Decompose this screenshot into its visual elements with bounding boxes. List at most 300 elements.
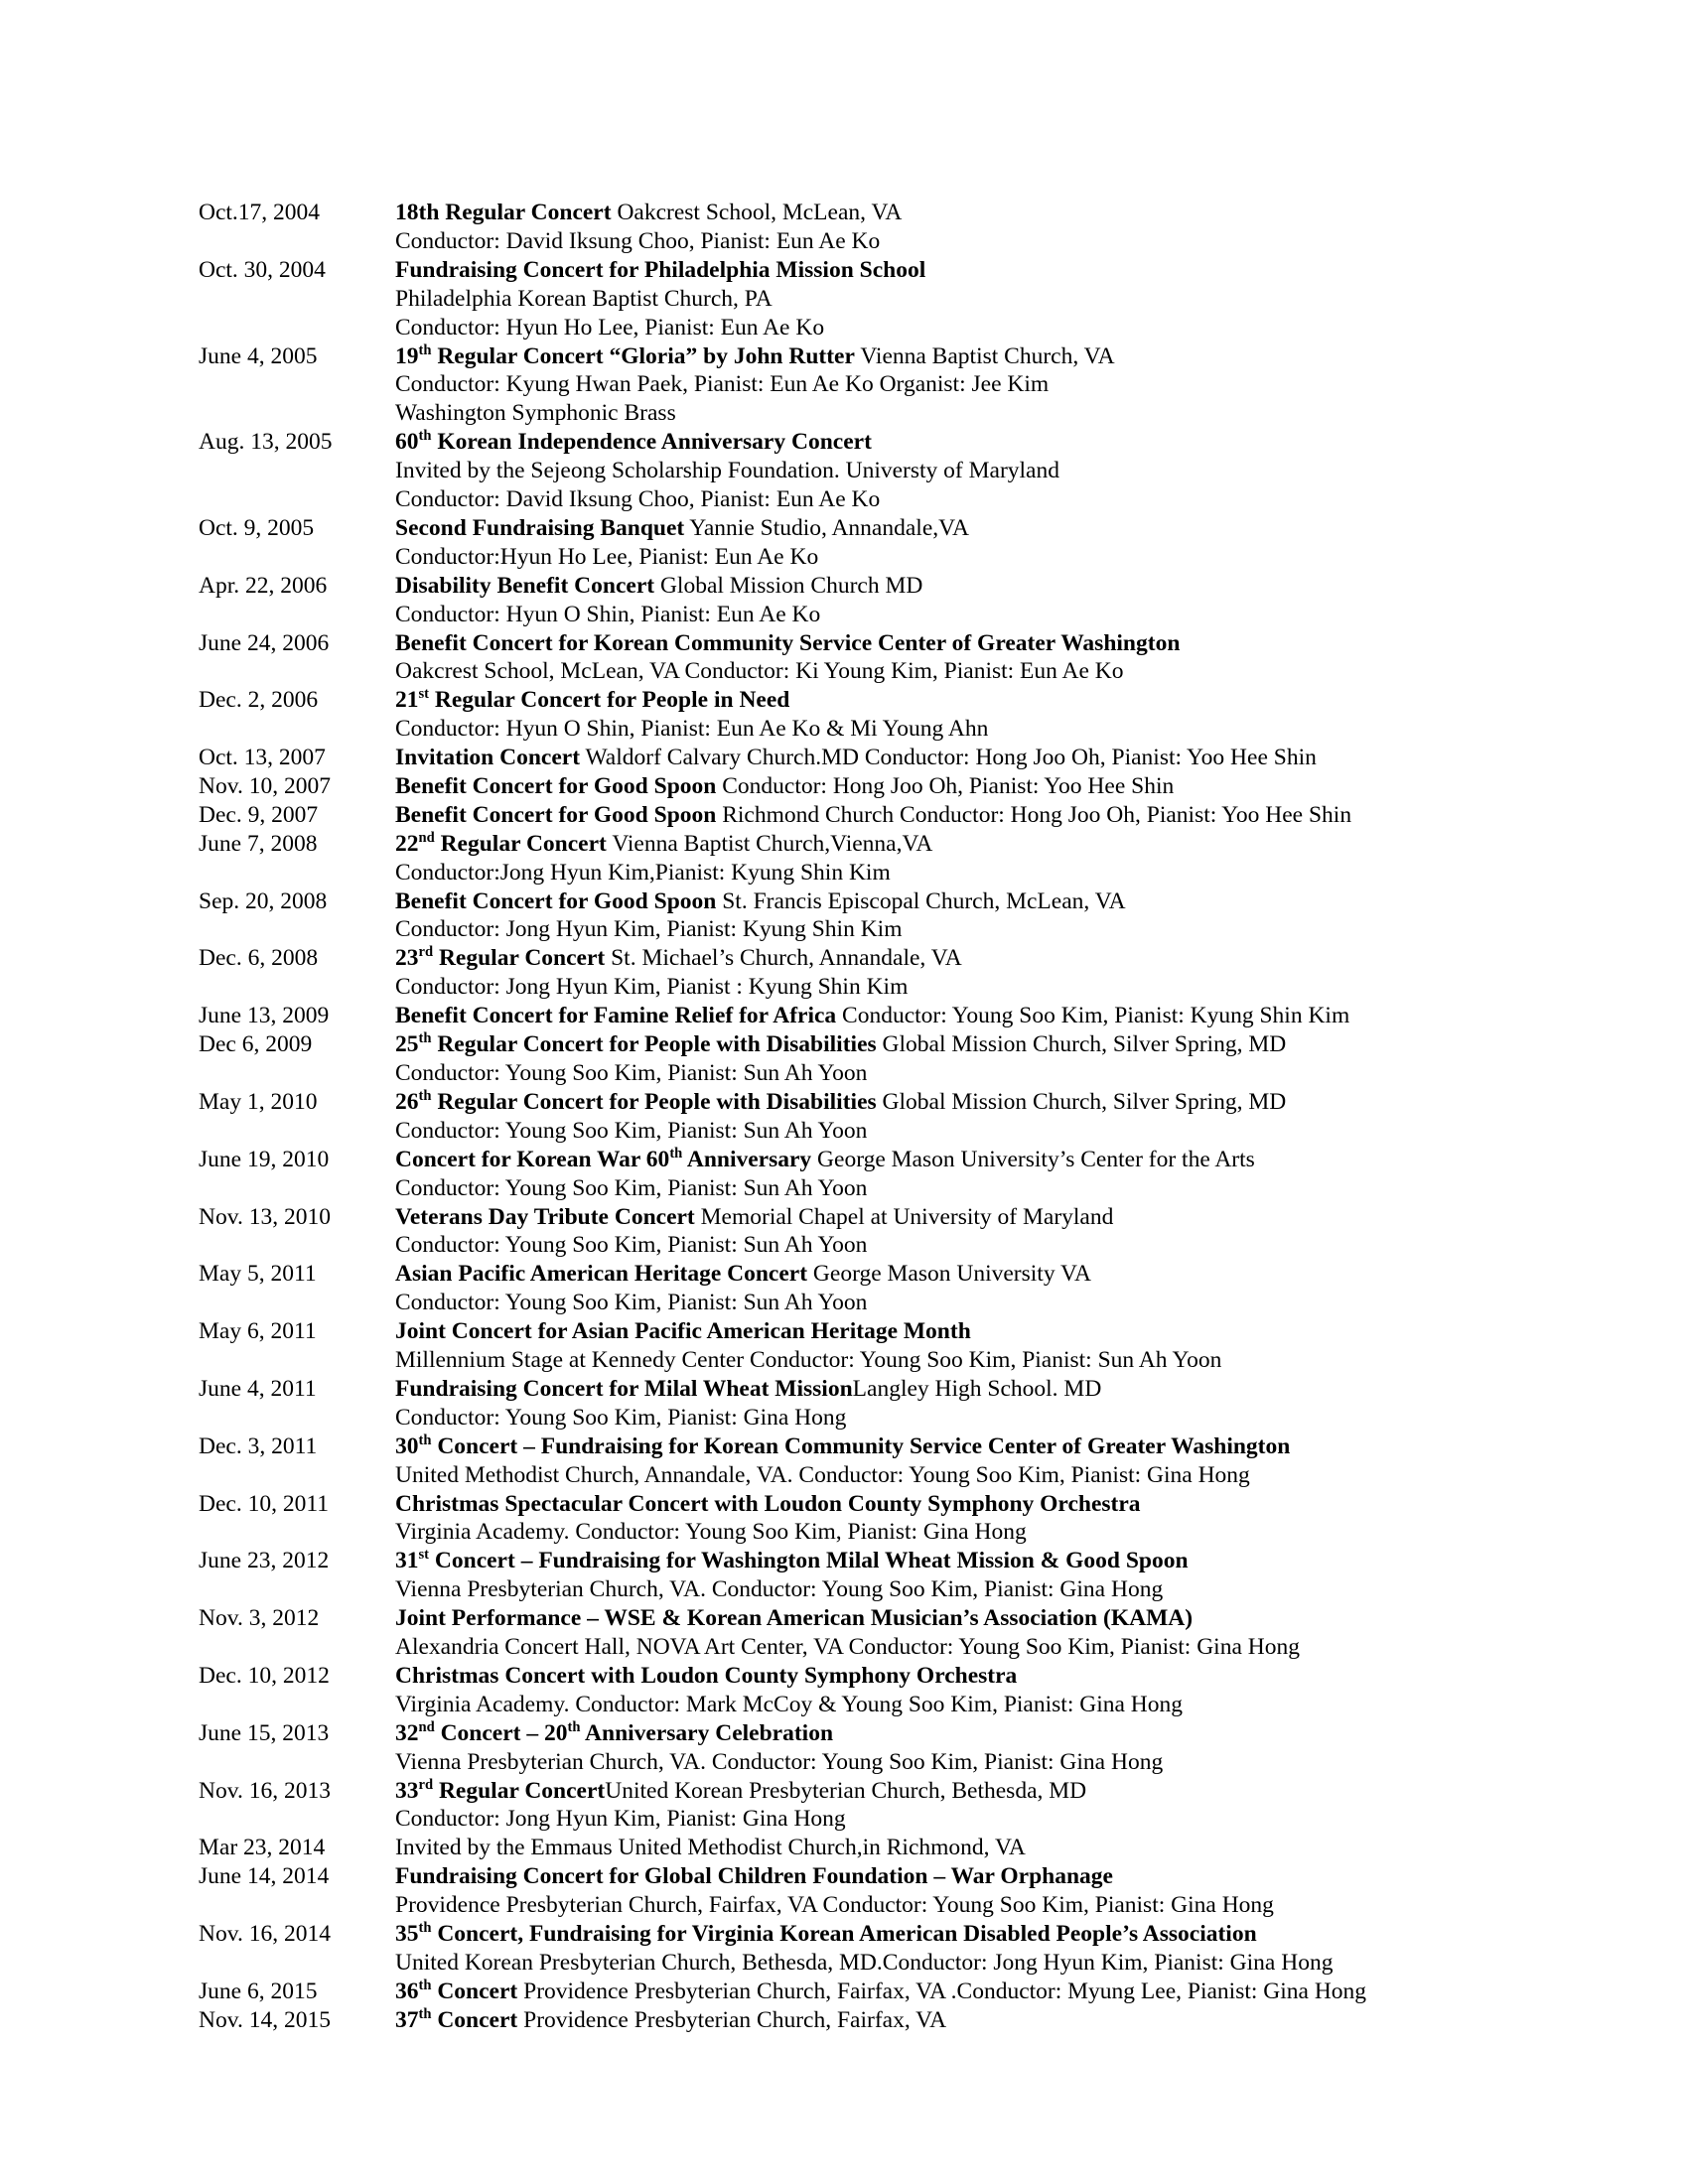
ordinal-suffix: nd — [418, 1718, 435, 1735]
entry-text — [395, 887, 1126, 916]
entry-date: Nov. 10, 2007 — [199, 773, 331, 799]
entry-date: Nov. 13, 2010 — [199, 1203, 331, 1230]
concert-title: Fundraising Concert for Philadelphia Mission School — [395, 256, 926, 283]
entry-text — [395, 1633, 1300, 1662]
concert-title: Anniversary Celebration — [580, 1719, 834, 1746]
concert-details: Waldorf Calvary Church.MD Conductor: Hong Joo Oh, Pianist: Yoo Hee Shin — [580, 745, 1317, 771]
entry-detail-line — [0, 859, 1688, 887]
concert-details: Vienna Presbyterian Church, VA. Conductor: Young Soo Kim, Pianist: Gina Hong — [395, 1748, 1164, 1775]
concert-details: St. Michael’s Church, Annandale, VA — [605, 945, 962, 972]
concert-entry — [0, 1719, 1688, 1777]
entry-title-line — [0, 1203, 1688, 1232]
entry-detail-line — [0, 314, 1688, 342]
entry-detail-line — [0, 973, 1688, 1002]
concert-details: George Mason University VA — [807, 1261, 1091, 1288]
concert-details: Conductor: Hyun Ho Lee, Pianist: Eun Ae Ko — [395, 314, 825, 341]
entry-detail-line — [0, 915, 1688, 944]
concert-entry — [0, 1433, 1688, 1490]
concert-entry — [0, 1260, 1688, 1317]
ordinal-suffix: th — [418, 1432, 432, 1448]
entry-text — [395, 1949, 1333, 1978]
entry-text — [395, 1002, 1349, 1030]
concert-title: 30 — [395, 1433, 419, 1459]
concert-details: United Korean Presbyterian Church, Bethesda, MD — [605, 1777, 1087, 1804]
concert-details: Richmond Church Conductor: Hong Joo Oh, Pianist: Yoo Hee Shin — [716, 801, 1352, 828]
concert-entry — [0, 1002, 1688, 1030]
concert-title: Fundraising Concert for Global Children Foundation – War Orphanage — [395, 1863, 1113, 1890]
entry-text — [395, 514, 969, 543]
concert-entry — [0, 744, 1688, 772]
concert-title: 37 — [395, 2006, 419, 2033]
ordinal-suffix: th — [418, 1920, 432, 1937]
entry-text — [395, 1231, 867, 1260]
entry-title-line — [0, 1317, 1688, 1346]
concert-details: Conductor: David Iksung Choo, Pianist: Eun Ae Ko — [395, 485, 881, 512]
concert-entry — [0, 1978, 1688, 2006]
entry-text — [395, 227, 880, 256]
concert-details: Conductor: Young Soo Kim, Pianist: Sun Ah Yoon — [395, 1059, 868, 1086]
concert-entry — [0, 801, 1688, 830]
concert-details: Virginia Academy. Conductor: Mark McCoy & Young Soo Kim, Pianist: Gina Hong — [395, 1691, 1183, 1717]
concert-details: Vienna Baptist Church,Vienna,VA — [606, 830, 933, 857]
entry-title-line — [0, 1547, 1688, 1575]
concert-details: Vienna Baptist Church, VA — [854, 342, 1115, 369]
entry-text — [395, 1030, 1286, 1059]
concert-entry — [0, 514, 1688, 572]
concert-details: George Mason University’s Center for the Arts — [811, 1146, 1255, 1172]
entry-date: Oct.17, 2004 — [199, 200, 321, 225]
concert-title: 21 — [395, 687, 419, 714]
concert-title: Joint Performance – WSE & Korean American Musician’s Association (KAMA) — [395, 1605, 1194, 1632]
entry-detail-line — [0, 1174, 1688, 1203]
entry-title-line — [0, 1604, 1688, 1633]
concert-details: Conductor:Jong Hyun Kim,Pianist: Kyung Shin Kim — [395, 859, 891, 886]
concert-title: Regular Concert — [434, 830, 607, 857]
concert-title: Benefit Concert for Good Spoon — [395, 773, 717, 799]
entry-date: June 6, 2015 — [199, 1978, 318, 2004]
entry-title-line — [0, 830, 1688, 859]
entry-detail-line — [0, 715, 1688, 744]
entry-detail-line — [0, 543, 1688, 572]
entry-text — [395, 1260, 1091, 1289]
entry-text — [395, 915, 903, 944]
concert-entry — [0, 1490, 1688, 1548]
entry-text — [395, 1203, 1113, 1232]
concert-title: 36 — [395, 1978, 419, 2004]
concert-entry — [0, 1203, 1688, 1261]
entry-title-line — [0, 686, 1688, 715]
entry-date: Dec. 10, 2012 — [199, 1662, 330, 1689]
concert-title: Disability Benefit Concert — [395, 572, 655, 599]
entry-detail-line — [0, 399, 1688, 428]
entry-title-line — [0, 629, 1688, 658]
ordinal-suffix: th — [669, 1145, 683, 1161]
entry-detail-line — [0, 1891, 1688, 1920]
entry-title-line — [0, 1433, 1688, 1461]
concert-title: Benefit Concert for Korean Community Service Center of Greater Washington — [395, 629, 1181, 656]
entry-date: Dec. 6, 2008 — [199, 945, 319, 972]
entry-text — [395, 1433, 1290, 1461]
entry-date: Dec. 10, 2011 — [199, 1490, 329, 1517]
entry-text — [395, 457, 1059, 485]
entry-text — [395, 1518, 1027, 1547]
entry-text — [395, 1404, 846, 1433]
entry-detail-line — [0, 1346, 1688, 1375]
entry-detail-line — [0, 1461, 1688, 1490]
entry-text — [395, 801, 1351, 830]
entry-title-line — [0, 2006, 1688, 2035]
concert-details: Invited by the Emmaus United Methodist Church,in Richmond, VA — [395, 1835, 1026, 1861]
concert-details: Conductor:Hyun Ho Lee, Pianist: Eun Ae Ko — [395, 543, 819, 570]
entry-title-line — [0, 1862, 1688, 1891]
ordinal-suffix: st — [418, 1547, 430, 1564]
entry-text — [395, 1289, 867, 1317]
entry-title-line — [0, 1662, 1688, 1691]
concert-title: Regular Concert for People in Need — [429, 687, 790, 714]
concert-title: 18th Regular Concert — [395, 200, 612, 225]
entry-text — [395, 1575, 1163, 1604]
concert-details: Vienna Presbyterian Church, VA. Conductor: Young Soo Kim, Pianist: Gina Hong — [395, 1576, 1164, 1603]
entry-date: May 5, 2011 — [199, 1261, 317, 1288]
concert-details: Oakcrest School, McLean, VA — [611, 200, 903, 225]
concert-title: Fundraising Concert for Milal Wheat Mission — [395, 1375, 853, 1402]
entry-detail-line — [0, 1748, 1688, 1777]
entry-detail-line — [0, 1059, 1688, 1088]
entry-text — [395, 944, 962, 973]
entry-detail-line — [0, 1289, 1688, 1317]
ordinal-suffix: th — [418, 1030, 432, 1047]
concert-details: Providence Presbyterian Church, Fairfax, VA .Conductor: Myung Lee, Pianist: Gina Hong — [517, 1978, 1367, 2004]
ordinal-suffix: rd — [418, 944, 434, 961]
entry-date: Nov. 16, 2013 — [199, 1777, 331, 1804]
concert-details: Conductor: Young Soo Kim, Pianist: Kyung Shin Kim — [836, 1003, 1350, 1029]
concert-details: United Methodist Church, Annandale, VA. Conductor: Young Soo Kim, Pianist: Gina Hong — [395, 1461, 1250, 1488]
entry-date: June 7, 2008 — [199, 830, 318, 857]
concert-title: 26 — [395, 1088, 419, 1115]
entry-date: Dec. 9, 2007 — [199, 801, 319, 828]
ordinal-suffix: th — [418, 1088, 432, 1105]
entry-detail-line — [0, 1404, 1688, 1433]
entry-date: June 23, 2012 — [199, 1548, 330, 1574]
concert-title: Anniversary — [682, 1146, 812, 1172]
entry-detail-line — [0, 1117, 1688, 1146]
concert-details: Conductor: Kyung Hwan Paek, Pianist: Eun Ae Ko Organist: Jee Kim — [395, 371, 1050, 398]
entry-date: Dec. 3, 2011 — [199, 1433, 318, 1459]
entry-text — [395, 285, 773, 314]
entry-text — [395, 686, 789, 715]
entry-detail-line — [0, 657, 1688, 686]
entry-text — [395, 657, 1123, 686]
entry-text — [395, 1117, 867, 1146]
concert-details: Oakcrest School, McLean, VA Conductor: Ki Young Kim, Pianist: Eun Ae Ko — [395, 658, 1124, 685]
ordinal-suffix: th — [418, 428, 432, 445]
concert-entry — [0, 887, 1688, 945]
concert-title: Concert, Fundraising for Virginia Korean American Disabled People’s Association — [431, 1921, 1257, 1947]
concert-details: Global Mission Church, Silver Spring, MD — [876, 1088, 1287, 1115]
concert-title: Christmas Spectacular Concert with Loudon County Symphony Orchestra — [395, 1490, 1141, 1517]
entry-detail-line — [0, 1575, 1688, 1604]
concert-details: St. Francis Episcopal Church, McLean, VA — [716, 887, 1126, 914]
entry-title-line — [0, 1002, 1688, 1030]
concert-details: Conductor: Young Soo Kim, Pianist: Gina Hong — [395, 1404, 847, 1431]
ordinal-suffix: th — [418, 1977, 432, 1993]
entry-date: May 6, 2011 — [199, 1318, 317, 1345]
concert-details: Conductor: Jong Hyun Kim, Pianist : Kyung Shin Kim — [395, 974, 909, 1001]
ordinal-suffix: th — [418, 341, 432, 358]
entry-text — [395, 1059, 867, 1088]
concert-title: Concert — [431, 2006, 518, 2033]
concert-entry — [0, 629, 1688, 687]
entry-title-line — [0, 1719, 1688, 1748]
entry-title-line — [0, 887, 1688, 916]
ordinal-suffix: st — [418, 686, 430, 703]
concert-details: United Korean Presbyterian Church, Bethesda, MD.Conductor: Jong Hyun Kim, Pianist: Gina Hong — [395, 1949, 1334, 1976]
entry-date: Aug. 13, 2005 — [199, 429, 333, 456]
concert-title: 25 — [395, 1031, 419, 1058]
concert-title: Korean Independence Anniversary Concert — [431, 429, 872, 456]
entry-text — [395, 1461, 1250, 1490]
entry-title-line — [0, 1146, 1688, 1174]
concert-details: Providence Presbyterian Church, Fairfax, VA Conductor: Young Soo Kim, Pianist: Gina Hong — [395, 1892, 1274, 1919]
entry-text — [395, 2006, 946, 2035]
concert-entry — [0, 1375, 1688, 1433]
entry-title-line — [0, 1777, 1688, 1806]
entry-text — [395, 715, 988, 744]
entry-text — [395, 370, 1049, 399]
entry-text — [395, 1891, 1274, 1920]
entry-detail-line — [0, 1949, 1688, 1978]
entry-text — [395, 1748, 1163, 1777]
concert-title: Regular Concert for People with Disabilities — [431, 1088, 877, 1115]
entry-title-line — [0, 944, 1688, 973]
concert-entry — [0, 572, 1688, 629]
concert-entry — [0, 428, 1688, 514]
entry-title-line — [0, 1920, 1688, 1949]
entry-detail-line — [0, 1231, 1688, 1260]
concert-title: Veterans Day Tribute Concert — [395, 1203, 695, 1230]
ordinal-suffix: th — [418, 2005, 432, 2022]
concert-details: Global Mission Church, Silver Spring, MD — [876, 1031, 1287, 1058]
entry-date: Dec. 2, 2006 — [199, 687, 319, 714]
concert-title: Invitation Concert — [395, 745, 581, 771]
entry-text — [395, 485, 880, 514]
entry-text — [395, 629, 1180, 658]
concert-title: Concert — [431, 1978, 518, 2004]
entry-text — [395, 1978, 1366, 2006]
entry-text — [395, 1834, 1026, 1862]
entry-text — [395, 973, 908, 1002]
entry-date: May 1, 2010 — [199, 1088, 318, 1115]
concert-title: 33 — [395, 1777, 419, 1804]
entry-title-line — [0, 256, 1688, 285]
entry-title-line — [0, 1088, 1688, 1117]
concert-title: Concert – 20 — [434, 1719, 568, 1746]
entry-title-line — [0, 744, 1688, 772]
entry-title-line — [0, 1978, 1688, 2006]
concert-entry — [0, 1088, 1688, 1146]
entry-date: Oct. 9, 2005 — [199, 514, 315, 541]
concert-details: Providence Presbyterian Church, Fairfax, VA — [517, 2006, 947, 2033]
entry-text — [395, 772, 1174, 801]
entry-text — [395, 543, 818, 572]
concert-title: Benefit Concert for Famine Relief for Africa — [395, 1003, 837, 1029]
entry-detail-line — [0, 1691, 1688, 1719]
concert-title: Regular Concert — [433, 1777, 606, 1804]
entry-date: Apr. 22, 2006 — [199, 572, 328, 599]
entry-text — [395, 1862, 1113, 1891]
entry-text — [395, 1719, 833, 1748]
concert-entry — [0, 686, 1688, 744]
concert-entry — [0, 2006, 1688, 2035]
entry-title-line — [0, 342, 1688, 371]
concert-entry — [0, 1146, 1688, 1203]
ordinal-suffix: th — [567, 1718, 581, 1735]
entry-title-line — [0, 572, 1688, 601]
entry-detail-line — [0, 1518, 1688, 1547]
concert-title: Benefit Concert for Good Spoon — [395, 801, 717, 828]
entry-title-line — [0, 1834, 1688, 1862]
concert-title: Concert – Fundraising for Washington Milal Wheat Mission & Good Spoon — [429, 1548, 1189, 1574]
entry-title-line — [0, 801, 1688, 830]
entry-detail-line — [0, 370, 1688, 399]
concert-details: Conductor: Young Soo Kim, Pianist: Sun Ah Yoon — [395, 1232, 868, 1259]
concert-details: Philadelphia Korean Baptist Church, PA — [395, 285, 773, 312]
entry-date: June 13, 2009 — [199, 1003, 330, 1029]
concert-title: Asian Pacific American Heritage Concert — [395, 1261, 808, 1288]
concert-details: Conductor: David Iksung Choo, Pianist: Eun Ae Ko — [395, 227, 881, 254]
entry-text — [395, 399, 676, 428]
entry-date: June 14, 2014 — [199, 1863, 330, 1890]
entry-detail-line — [0, 1633, 1688, 1662]
entry-text — [395, 314, 824, 342]
entry-text — [395, 1604, 1193, 1633]
entry-title-line — [0, 1375, 1688, 1404]
entry-date: Sep. 20, 2008 — [199, 887, 328, 914]
concert-title: 23 — [395, 945, 419, 972]
entry-text — [395, 1146, 1255, 1174]
entry-text — [395, 859, 891, 887]
entry-date: Oct. 13, 2007 — [199, 745, 326, 771]
entry-text — [395, 1346, 1221, 1375]
entry-text — [395, 572, 922, 601]
entry-date: Mar 23, 2014 — [199, 1835, 326, 1861]
concert-entry — [0, 1662, 1688, 1719]
entry-text — [395, 830, 932, 859]
entry-text — [395, 1317, 971, 1346]
concert-details: Washington Symphonic Brass — [395, 400, 676, 427]
concert-details: Virginia Academy. Conductor: Young Soo Kim, Pianist: Gina Hong — [395, 1519, 1027, 1546]
concert-title: Regular Concert “Gloria” by John Rutter — [431, 342, 855, 369]
concert-details: Alexandria Concert Hall, NOVA Art Center, VA Conductor: Young Soo Kim, Pianist: Gina Hong — [395, 1633, 1300, 1660]
entry-text — [395, 342, 1115, 371]
concert-title: Concert for Korean War 60 — [395, 1146, 670, 1172]
entry-detail-line — [0, 285, 1688, 314]
concert-details: Conductor: Hyun O Shin, Pianist: Eun Ae Ko & Mi Young Ahn — [395, 716, 989, 743]
concert-entry — [0, 256, 1688, 342]
entry-detail-line — [0, 457, 1688, 485]
concert-entry — [0, 1777, 1688, 1835]
entry-detail-line — [0, 601, 1688, 629]
concert-details: Conductor: Jong Hyun Kim, Pianist: Gina Hong — [395, 1806, 846, 1833]
entry-date: June 19, 2010 — [199, 1146, 330, 1172]
entry-text — [395, 1662, 1017, 1691]
entry-detail-line — [0, 227, 1688, 256]
entry-date: June 4, 2005 — [199, 342, 318, 369]
entry-title-line — [0, 1030, 1688, 1059]
concert-entry — [0, 1030, 1688, 1088]
entry-text — [395, 256, 925, 285]
entry-title-line — [0, 1260, 1688, 1289]
concert-details: Conductor: Young Soo Kim, Pianist: Sun Ah Yoon — [395, 1117, 868, 1144]
concert-title: Regular Concert for People with Disabilities — [431, 1031, 877, 1058]
entry-date: June 4, 2011 — [199, 1375, 317, 1402]
entry-title-line — [0, 199, 1688, 227]
concert-entry — [0, 1317, 1688, 1375]
entry-text — [395, 1547, 1189, 1575]
concert-entry — [0, 772, 1688, 801]
concert-entry — [0, 1604, 1688, 1662]
entry-date: June 24, 2006 — [199, 629, 330, 656]
entry-date: Nov. 3, 2012 — [199, 1605, 320, 1632]
concert-title: 31 — [395, 1548, 419, 1574]
entry-date: Dec 6, 2009 — [199, 1031, 313, 1058]
concert-details: Global Mission Church MD — [654, 572, 923, 599]
concert-entry — [0, 830, 1688, 887]
concert-title: Christmas Concert with Loudon County Symphony Orchestra — [395, 1662, 1018, 1689]
concert-title: 19 — [395, 342, 419, 369]
concert-title: 60 — [395, 429, 419, 456]
entry-text — [395, 199, 902, 227]
entry-text — [395, 1174, 867, 1203]
concert-entry — [0, 1547, 1688, 1604]
entry-text — [395, 601, 820, 629]
entry-date: Nov. 14, 2015 — [199, 2006, 331, 2033]
concert-entry — [0, 1834, 1688, 1862]
entry-text — [395, 428, 872, 457]
concert-title: Joint Concert for Asian Pacific American Heritage Month — [395, 1318, 971, 1345]
concert-title: 22 — [395, 830, 419, 857]
concert-details: Invited by the Sejeong Scholarship Foundation. Universty of Maryland — [395, 458, 1059, 484]
concert-details: Conductor: Jong Hyun Kim, Pianist: Kyung Shin Kim — [395, 916, 903, 943]
entry-text — [395, 1805, 846, 1834]
entry-title-line — [0, 428, 1688, 457]
concert-details: Conductor: Hyun O Shin, Pianist: Eun Ae Ko — [395, 601, 821, 627]
entry-date: Nov. 16, 2014 — [199, 1921, 331, 1947]
concert-entry — [0, 342, 1688, 429]
ordinal-suffix: rd — [418, 1776, 434, 1793]
entry-text — [395, 1375, 1101, 1404]
entry-date: June 15, 2013 — [199, 1719, 330, 1746]
concert-entry — [0, 1862, 1688, 1920]
concert-details: Memorial Chapel at University of Maryland — [694, 1203, 1114, 1230]
entry-text — [395, 1777, 1086, 1806]
concert-title: 32 — [395, 1719, 419, 1746]
concert-title: Benefit Concert for Good Spoon — [395, 887, 717, 914]
entry-title-line — [0, 514, 1688, 543]
ordinal-suffix: nd — [418, 829, 435, 846]
concert-entry — [0, 944, 1688, 1002]
concert-entry — [0, 199, 1688, 256]
entry-text — [395, 1088, 1286, 1117]
entry-title-line — [0, 772, 1688, 801]
entry-detail-line — [0, 485, 1688, 514]
concert-details: Conductor: Young Soo Kim, Pianist: Sun Ah Yoon — [395, 1290, 868, 1316]
entry-detail-line — [0, 1805, 1688, 1834]
entry-text — [395, 1490, 1141, 1519]
concert-entry — [0, 1920, 1688, 1978]
concert-title: 35 — [395, 1921, 419, 1947]
concert-details: Yannie Studio, Annandale,VA — [684, 514, 970, 541]
